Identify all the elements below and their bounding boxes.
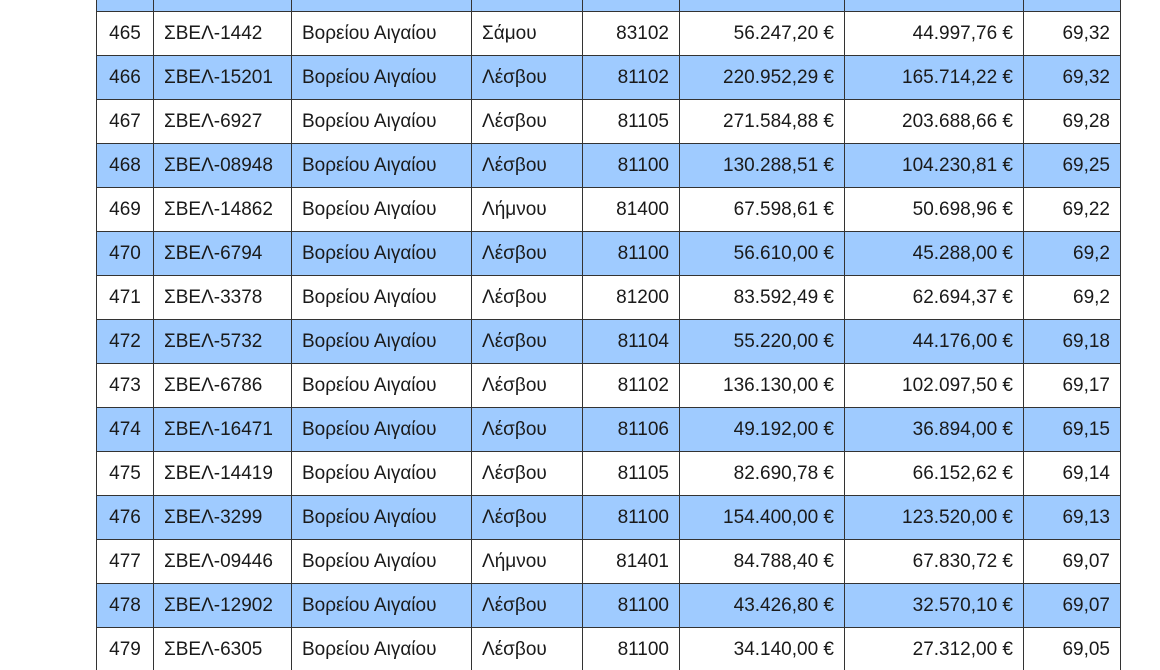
budget-amount-cell: 67.598,61 € bbox=[680, 188, 845, 232]
postal-code-cell: 81104 bbox=[583, 320, 680, 364]
postal-code-cell: 81106 bbox=[583, 408, 680, 452]
subsidy-amount-cell: 44.997,76 € bbox=[845, 12, 1024, 56]
region-cell: Βορείου Αιγαίου bbox=[292, 188, 472, 232]
prefecture-cell: Λέσβου bbox=[472, 232, 583, 276]
region-cell: Βορείου Αιγαίου bbox=[292, 100, 472, 144]
application-code-cell: ΣΒΕΛ-14419 bbox=[154, 452, 292, 496]
score-cell bbox=[1024, 0, 1121, 12]
budget-amount-cell: 136.130,00 € bbox=[680, 364, 845, 408]
postal-code-cell: 81102 bbox=[583, 56, 680, 100]
table-row bbox=[97, 496, 1121, 540]
row-number-cell: 475 bbox=[97, 452, 154, 496]
table-row bbox=[97, 364, 1121, 408]
score-cell: 69,32 bbox=[1024, 12, 1121, 56]
score-cell: 69,2 bbox=[1024, 276, 1121, 320]
row-number-cell: 476 bbox=[97, 496, 154, 540]
postal-code-cell: 81100 bbox=[583, 584, 680, 628]
score-cell: 69,05 bbox=[1024, 628, 1121, 670]
prefecture-cell: Λήμνου bbox=[472, 540, 583, 584]
region-cell: Βορείου Αιγαίου bbox=[292, 56, 472, 100]
region-cell: Βορείου Αιγαίου bbox=[292, 232, 472, 276]
row-number-cell: 479 bbox=[97, 628, 154, 670]
budget-amount-cell: 84.788,40 € bbox=[680, 540, 845, 584]
application-code-cell: ΣΒΕΛ-14862 bbox=[154, 188, 292, 232]
row-number-cell: 474 bbox=[97, 408, 154, 452]
score-cell: 69,32 bbox=[1024, 56, 1121, 100]
table-row bbox=[97, 540, 1121, 584]
region-cell bbox=[292, 0, 472, 12]
region-cell: Βορείου Αιγαίου bbox=[292, 320, 472, 364]
score-cell: 69,28 bbox=[1024, 100, 1121, 144]
score-cell: 69,07 bbox=[1024, 584, 1121, 628]
prefecture-cell: Λέσβου bbox=[472, 320, 583, 364]
table-row bbox=[97, 56, 1121, 100]
table-row bbox=[97, 188, 1121, 232]
prefecture-cell: Λέσβου bbox=[472, 144, 583, 188]
budget-amount-cell: 56.247,20 € bbox=[680, 12, 845, 56]
subsidy-amount-cell: 32.570,10 € bbox=[845, 584, 1024, 628]
application-code-cell: ΣΒΕΛ-08948 bbox=[154, 144, 292, 188]
application-code-cell: ΣΒΕΛ-5732 bbox=[154, 320, 292, 364]
subsidy-amount-cell: 102.097,50 € bbox=[845, 364, 1024, 408]
score-cell: 69,22 bbox=[1024, 188, 1121, 232]
subsidy-amount-cell: 203.688,66 € bbox=[845, 100, 1024, 144]
postal-code-cell: 81100 bbox=[583, 628, 680, 670]
subsidy-amount-cell: 36.894,00 € bbox=[845, 408, 1024, 452]
score-cell: 69,25 bbox=[1024, 144, 1121, 188]
budget-amount-cell: 43.426,80 € bbox=[680, 584, 845, 628]
row-number-cell: 477 bbox=[97, 540, 154, 584]
row-number-cell: 466 bbox=[97, 56, 154, 100]
table-row bbox=[97, 12, 1121, 56]
table-row bbox=[97, 628, 1121, 670]
table-row bbox=[97, 232, 1121, 276]
score-cell: 69,07 bbox=[1024, 540, 1121, 584]
score-cell: 69,15 bbox=[1024, 408, 1121, 452]
postal-code-cell: 81401 bbox=[583, 540, 680, 584]
prefecture-cell: Λέσβου bbox=[472, 628, 583, 670]
row-number-cell: 465 bbox=[97, 12, 154, 56]
results-table bbox=[96, 0, 1121, 670]
budget-amount-cell: 130.288,51 € bbox=[680, 144, 845, 188]
subsidy-amount-cell: 67.830,72 € bbox=[845, 540, 1024, 584]
subsidy-amount-cell: 123.520,00 € bbox=[845, 496, 1024, 540]
region-cell: Βορείου Αιγαίου bbox=[292, 452, 472, 496]
prefecture-cell: Λέσβου bbox=[472, 408, 583, 452]
application-code-cell: ΣΒΕΛ-3378 bbox=[154, 276, 292, 320]
prefecture-cell: Λέσβου bbox=[472, 100, 583, 144]
application-code-cell: ΣΒΕΛ-16471 bbox=[154, 408, 292, 452]
postal-code-cell: 81105 bbox=[583, 452, 680, 496]
score-cell: 69,18 bbox=[1024, 320, 1121, 364]
budget-amount-cell bbox=[680, 0, 845, 12]
region-cell: Βορείου Αιγαίου bbox=[292, 364, 472, 408]
table-body bbox=[97, 0, 1121, 670]
region-cell: Βορείου Αιγαίου bbox=[292, 144, 472, 188]
table-row bbox=[97, 100, 1121, 144]
postal-code-cell: 81100 bbox=[583, 144, 680, 188]
table-row bbox=[97, 320, 1121, 364]
postal-code-cell: 81200 bbox=[583, 276, 680, 320]
prefecture-cell: Λέσβου bbox=[472, 496, 583, 540]
row-number-cell: 470 bbox=[97, 232, 154, 276]
budget-amount-cell: 83.592,49 € bbox=[680, 276, 845, 320]
table-row bbox=[97, 408, 1121, 452]
row-number-cell: 478 bbox=[97, 584, 154, 628]
budget-amount-cell: 82.690,78 € bbox=[680, 452, 845, 496]
application-code-cell bbox=[154, 0, 292, 12]
score-cell: 69,13 bbox=[1024, 496, 1121, 540]
application-code-cell: ΣΒΕΛ-6305 bbox=[154, 628, 292, 670]
application-code-cell: ΣΒΕΛ-1442 bbox=[154, 12, 292, 56]
region-cell: Βορείου Αιγαίου bbox=[292, 628, 472, 670]
subsidy-amount-cell: 165.714,22 € bbox=[845, 56, 1024, 100]
prefecture-cell: Λέσβου bbox=[472, 276, 583, 320]
subsidy-amount-cell: 50.698,96 € bbox=[845, 188, 1024, 232]
prefecture-cell: Σάμου bbox=[472, 12, 583, 56]
budget-amount-cell: 55.220,00 € bbox=[680, 320, 845, 364]
score-cell: 69,14 bbox=[1024, 452, 1121, 496]
subsidy-amount-cell: 104.230,81 € bbox=[845, 144, 1024, 188]
subsidy-amount-cell: 66.152,62 € bbox=[845, 452, 1024, 496]
application-code-cell: ΣΒΕΛ-3299 bbox=[154, 496, 292, 540]
region-cell: Βορείου Αιγαίου bbox=[292, 276, 472, 320]
postal-code-cell: 81100 bbox=[583, 496, 680, 540]
subsidy-amount-cell bbox=[845, 0, 1024, 12]
postal-code-cell: 81102 bbox=[583, 364, 680, 408]
prefecture-cell: Λέσβου bbox=[472, 56, 583, 100]
subsidy-amount-cell: 62.694,37 € bbox=[845, 276, 1024, 320]
budget-amount-cell: 271.584,88 € bbox=[680, 100, 845, 144]
application-code-cell: ΣΒΕΛ-09446 bbox=[154, 540, 292, 584]
prefecture-cell bbox=[472, 0, 583, 12]
table-row bbox=[97, 144, 1121, 188]
table-row bbox=[97, 452, 1121, 496]
application-code-cell: ΣΒΕΛ-6927 bbox=[154, 100, 292, 144]
postal-code-cell bbox=[583, 0, 680, 12]
row-number-cell bbox=[97, 0, 154, 12]
table-row bbox=[97, 584, 1121, 628]
subsidy-amount-cell: 45.288,00 € bbox=[845, 232, 1024, 276]
row-number-cell: 471 bbox=[97, 276, 154, 320]
region-cell: Βορείου Αιγαίου bbox=[292, 540, 472, 584]
score-cell: 69,17 bbox=[1024, 364, 1121, 408]
budget-amount-cell: 56.610,00 € bbox=[680, 232, 845, 276]
application-code-cell: ΣΒΕΛ-12902 bbox=[154, 584, 292, 628]
postal-code-cell: 81100 bbox=[583, 232, 680, 276]
region-cell: Βορείου Αιγαίου bbox=[292, 584, 472, 628]
row-number-cell: 473 bbox=[97, 364, 154, 408]
postal-code-cell: 81105 bbox=[583, 100, 680, 144]
table-row bbox=[97, 0, 1121, 12]
row-number-cell: 469 bbox=[97, 188, 154, 232]
prefecture-cell: Λέσβου bbox=[472, 584, 583, 628]
subsidy-amount-cell: 44.176,00 € bbox=[845, 320, 1024, 364]
row-number-cell: 467 bbox=[97, 100, 154, 144]
region-cell: Βορείου Αιγαίου bbox=[292, 496, 472, 540]
application-code-cell: ΣΒΕΛ-15201 bbox=[154, 56, 292, 100]
budget-amount-cell: 220.952,29 € bbox=[680, 56, 845, 100]
row-number-cell: 472 bbox=[97, 320, 154, 364]
application-code-cell: ΣΒΕΛ-6794 bbox=[154, 232, 292, 276]
score-cell: 69,2 bbox=[1024, 232, 1121, 276]
postal-code-cell: 83102 bbox=[583, 12, 680, 56]
region-cell: Βορείου Αιγαίου bbox=[292, 12, 472, 56]
row-number-cell: 468 bbox=[97, 144, 154, 188]
postal-code-cell: 81400 bbox=[583, 188, 680, 232]
prefecture-cell: Λέσβου bbox=[472, 364, 583, 408]
table-row bbox=[97, 276, 1121, 320]
prefecture-cell: Λήμνου bbox=[472, 188, 583, 232]
budget-amount-cell: 154.400,00 € bbox=[680, 496, 845, 540]
application-code-cell: ΣΒΕΛ-6786 bbox=[154, 364, 292, 408]
prefecture-cell: Λέσβου bbox=[472, 452, 583, 496]
region-cell: Βορείου Αιγαίου bbox=[292, 408, 472, 452]
budget-amount-cell: 34.140,00 € bbox=[680, 628, 845, 670]
subsidy-amount-cell: 27.312,00 € bbox=[845, 628, 1024, 670]
budget-amount-cell: 49.192,00 € bbox=[680, 408, 845, 452]
